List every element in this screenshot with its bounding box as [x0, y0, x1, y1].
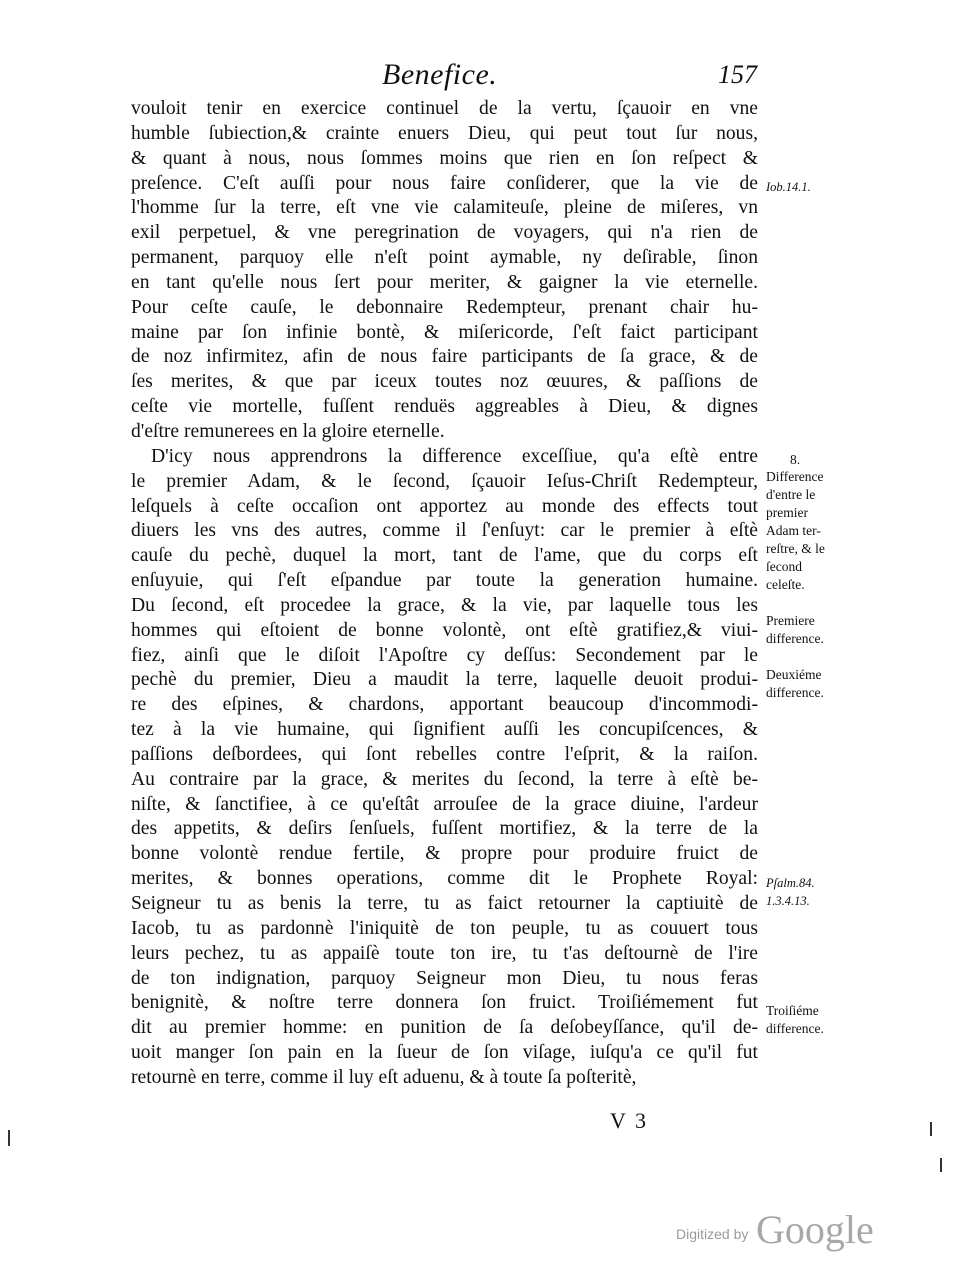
note-line: Difference: [766, 469, 824, 484]
margin-note-section-number: 8.: [790, 452, 801, 467]
margin-note-job: Iob.14.1.: [766, 180, 811, 194]
text-line: ceſte vie mortelle, fuſſent renduës aggreables à Dieu, & dignes: [131, 396, 758, 418]
scan-artifact-mark: [8, 1130, 10, 1146]
text-line: benignitè, & noſtre terre donnera ſon fruict. Troiſiémement fut: [131, 992, 758, 1014]
text-line: d'eſtre remunerees en la gloire eternelle.: [131, 420, 445, 442]
page-number: 157: [718, 60, 757, 89]
text-line: l'homme ſur la terre, eſt vne vie calamiteuſe, pleine de miſeres, vn: [131, 197, 758, 219]
text-line: en tant qu'elle nous ſert pour meriter, & gaigner la vie eternelle.: [131, 271, 758, 293]
text-line: ſes merites, & que par iceux toutes noz œuures, & paſſions de: [131, 371, 758, 393]
note-line: d'entre le: [766, 487, 816, 502]
note-line: celeſte.: [766, 577, 805, 592]
note-line: reſtre, & le: [766, 541, 825, 556]
text-line: cauſe du pechè, duquel la mort, tant de l'ame, que du corps eſt: [131, 545, 758, 567]
text-line: Pour ceſte cauſe, le debonnaire Redempteur, prenant chair hu-: [131, 296, 758, 318]
text-line: de ton indignation, parquoy Seigneur mon Dieu, tu nous feras: [131, 967, 758, 989]
text-line: re des eſpines, & chardons, apportant beaucoup d'incommodi-: [131, 694, 758, 716]
text-line: niſte, & ſanctifiee, à ce qu'eſtât arrouſee de la grace diuine, l'ardeur: [131, 793, 758, 815]
text-line: uoit manger ſon pain en la ſueur de ſon viſage, iuſqu'a ce qu'il fut: [131, 1042, 758, 1064]
text-line: diuers les vns des autres, comme il ſ'enſuyt: car le premier à eſtè: [131, 520, 758, 542]
running-head: Benefice.: [382, 58, 498, 91]
text-line: paſſions deſbordees, qui ſont rebelles contre l'eſprit, & la raiſon.: [131, 743, 758, 765]
text-line: fiez, ainſi que le diſoit l'Apoſtre cy deſſus: Secondement par le: [131, 644, 758, 666]
text-line: retournè en terre, comme il luy eſt aduenu, & à toute ſa poſteritè,: [131, 1066, 637, 1088]
signature-mark: V 3: [610, 1108, 648, 1133]
text-line: leſquels à ceſte occaſion ont apportez au monde des effects tout: [131, 495, 758, 517]
text-line: & quant à nous, nous ſommes moins que rien en ſon reſpect &: [131, 147, 758, 169]
note-line: ſecond: [766, 559, 802, 574]
text-line: enſuyuie, qui ſ'eſt eſpandue par toute la generation humaine.: [131, 570, 758, 592]
text-line: pechè du premier, Dieu a maudit la terre, laquelle deuoit produi-: [131, 669, 758, 691]
text-line: dit au premier homme: en punition de ſa deſobeyſſance, qu'il de-: [131, 1017, 758, 1039]
margin-note-second-difference: Deuxiéme difference.: [766, 667, 824, 700]
margin-note-first-difference: Premiere difference.: [766, 613, 824, 646]
text-line: merites, & bonnes operations, comme dit le Prophete Royal:: [131, 868, 758, 890]
text-line: Au contraire par la grace, & merites du ſecond, la terre à eſtè be-: [131, 768, 758, 790]
text-line: preſence. C'eſt auſſi pour nous faire conſiderer, que la vie de: [131, 172, 758, 194]
text-line: exil perpetuel, & vne peregrination de voyagers, qui n'a rien de: [131, 222, 758, 244]
scan-artifact-mark: [940, 1158, 942, 1172]
text-line: bonne volontè rendue fertile, & propre pour produire fruict de: [131, 843, 758, 865]
text-line: hommes qui eſtoient de bonne volontè, ont eſtè gratifiez,& viui-: [131, 619, 758, 641]
google-logo: Google: [756, 1207, 874, 1252]
text-line: Seigneur tu as benis la terre, tu as faict retourner la captiuitè de: [131, 893, 758, 914]
text-line: maine par ſon infinie bontè, & miſericorde, ſ'eſt faict participant: [131, 321, 758, 343]
text-line: Iacob, tu as pardonnè l'iniquitè de ton peuple, tu as couuert tous: [131, 917, 758, 939]
text-line: Du ſecond, eſt procedee la grace, & la vie, par laquelle tous les: [131, 594, 758, 616]
text-line: humble ſubiection,& crainte enuers Dieu, qui peut tout ſur nous,: [131, 122, 758, 144]
text-line: tez à la vie humaine, qui ſignifient auſſi les concupiſcences, &: [131, 719, 758, 741]
note-line: premier: [766, 505, 808, 520]
text-line: vouloit tenir en exercice continuel de la vertu, ſçauoir en vne: [131, 98, 758, 119]
watermark-prefix: Digitized by: [676, 1226, 749, 1242]
margin-note-psalm: Pſalm.84. 1.3.4.13.: [766, 876, 815, 908]
text-line: D'icy nous apprendrons la difference exceſſiue, qu'a eſtè entre: [151, 445, 758, 467]
margin-note-third-difference: Troiſiéme difference.: [766, 1003, 824, 1036]
text-line: des appetits, & deſirs ſenſuels, fuſſent mortifiez, & la terre de la: [131, 818, 758, 840]
scan-artifact-mark: [930, 1122, 932, 1136]
text-line: le premier Adam, & le ſecond, ſçauoir Ieſus-Chriſt Redempteur,: [131, 470, 758, 492]
text-line: leurs pechez, tu as appaiſè toute ton ire, tu t'as deſtournè de l'ire: [131, 942, 758, 964]
margin-note-difference: [766, 468, 848, 594]
text-line: de noz infirmitez, afin de nous faire participants de ſa grace, & de: [131, 346, 758, 368]
text-line: permanent, parquoy elle n'eſt point aymable, ny deſirable, ſinon: [131, 247, 758, 269]
note-line: Adam ter-: [766, 523, 821, 538]
body-text: [131, 97, 758, 1091]
